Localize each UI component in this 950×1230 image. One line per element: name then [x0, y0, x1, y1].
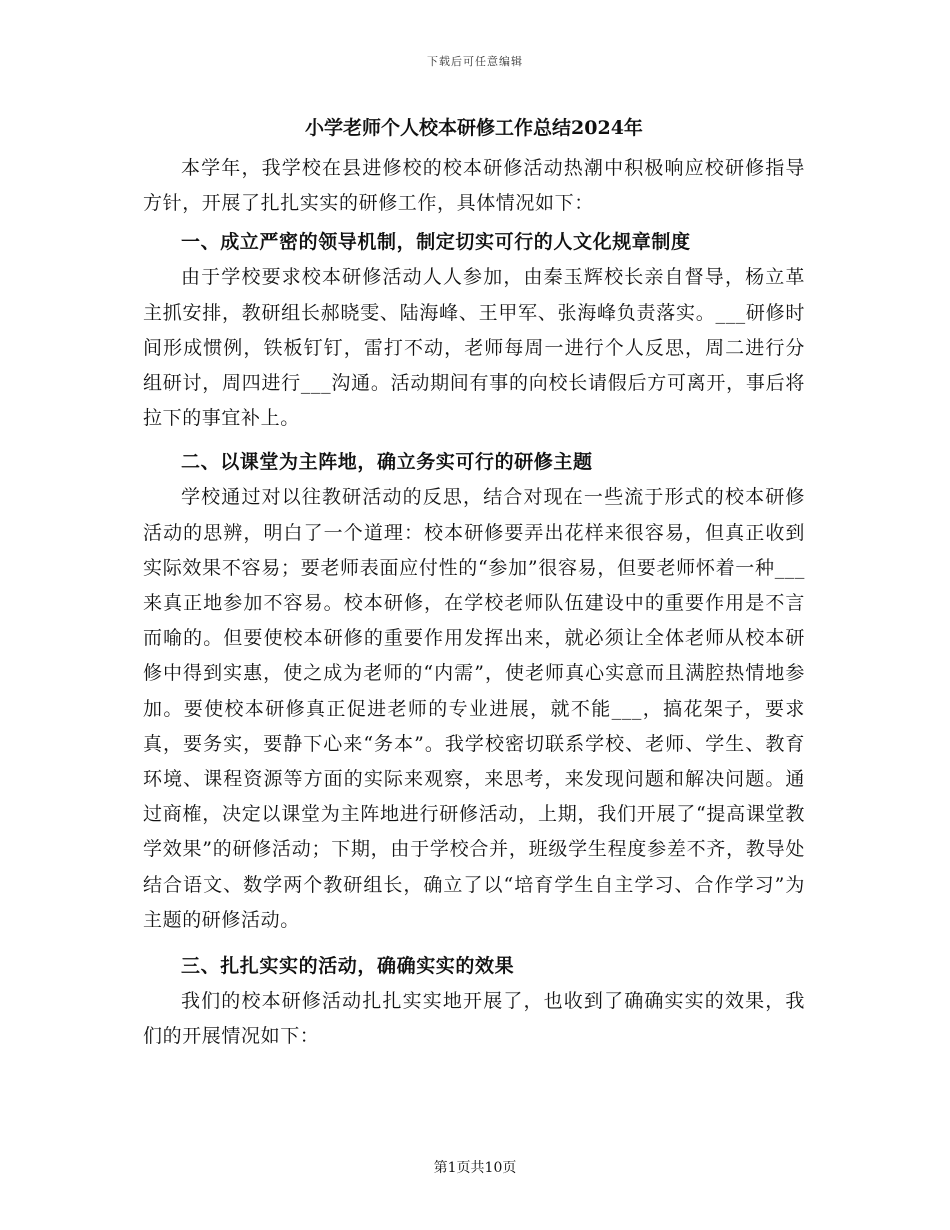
section-heading-3: 三、扎扎实实的活动，确确实实的效果: [181, 955, 515, 978]
section-paragraph-1: 由于学校要求校本研修活动人人参加，由秦玉辉校长亲自督导，杨立革主抓安排，教研组长郝晓雯、陆海峰、王甲军、张海峰负责落实。___研修时间形成惯例，铁板钉钉，雷打不动，老师每周一进行个人反思，周二进行分组研讨，周四进行___沟通。活动期间有事的向校长请假后方可离开，事后将拉下的事宜补上。: [143, 266, 805, 430]
header-note: 下载后可任意编辑: [427, 55, 523, 68]
section-paragraph-2: 学校通过对以往教研活动的反思，结合对现在一些流于形式的校本研修活动的思辨，明白了一个道理：校本研修要弄出花样来很容易，但真正收到实际效果不容易；要老师表面应付性的“参加”很容易，但要老师怀着一种___来真正地参加不容易。校本研修，在学校老师队伍建设中的重要作用是不言而喻的。但要使校本研修的重要作用发挥出来，就必须让全体老师从校本研修中得到实惠，使之成为老师的“内需”，使老师真心实意而且满腔热情地参加。要使校本研修真正促进老师的专业进展，就不能___，搞花架子，要求真，要务实，要静下心来“务本”。我学校密切联系学校、老师、学生、教育环境、课程资源等方面的实际来观察，来思考，来发现问题和解决问题。通过商榷，决定以课堂为主阵地进行研修活动，上期，我们开展了“提高课堂教学效果”的研修活动；下期，由于学校合并，班级学生程度参差不齐，教导处结合语文、数学两个教研组长，确立了以“培育学生自主学习、合作学习”为主题的研修活动。: [143, 486, 805, 931]
section-heading-2: 二、以课堂为主阵地，确立务实可行的研修主题: [181, 451, 593, 474]
intro-paragraph: 本学年，我学校在县进修校的校本研修活动热潮中积极响应校研修指导方针，开展了扎扎实实的研修工作，具体情况如下：: [143, 157, 805, 215]
section-heading-1: 一、成立严密的领导机制，制定切实可行的人文化规章制度: [181, 231, 691, 254]
document-body: [143, 113, 805, 1054]
section-paragraph-3: 我们的校本研修活动扎扎实实地开展了，也收到了确确实实的效果，我们的开展情况如下：: [143, 990, 805, 1048]
document-title: 小学老师个人校本研修工作总结2024年: [305, 117, 643, 139]
page-number-footer: 第1页共10页: [433, 1160, 517, 1176]
